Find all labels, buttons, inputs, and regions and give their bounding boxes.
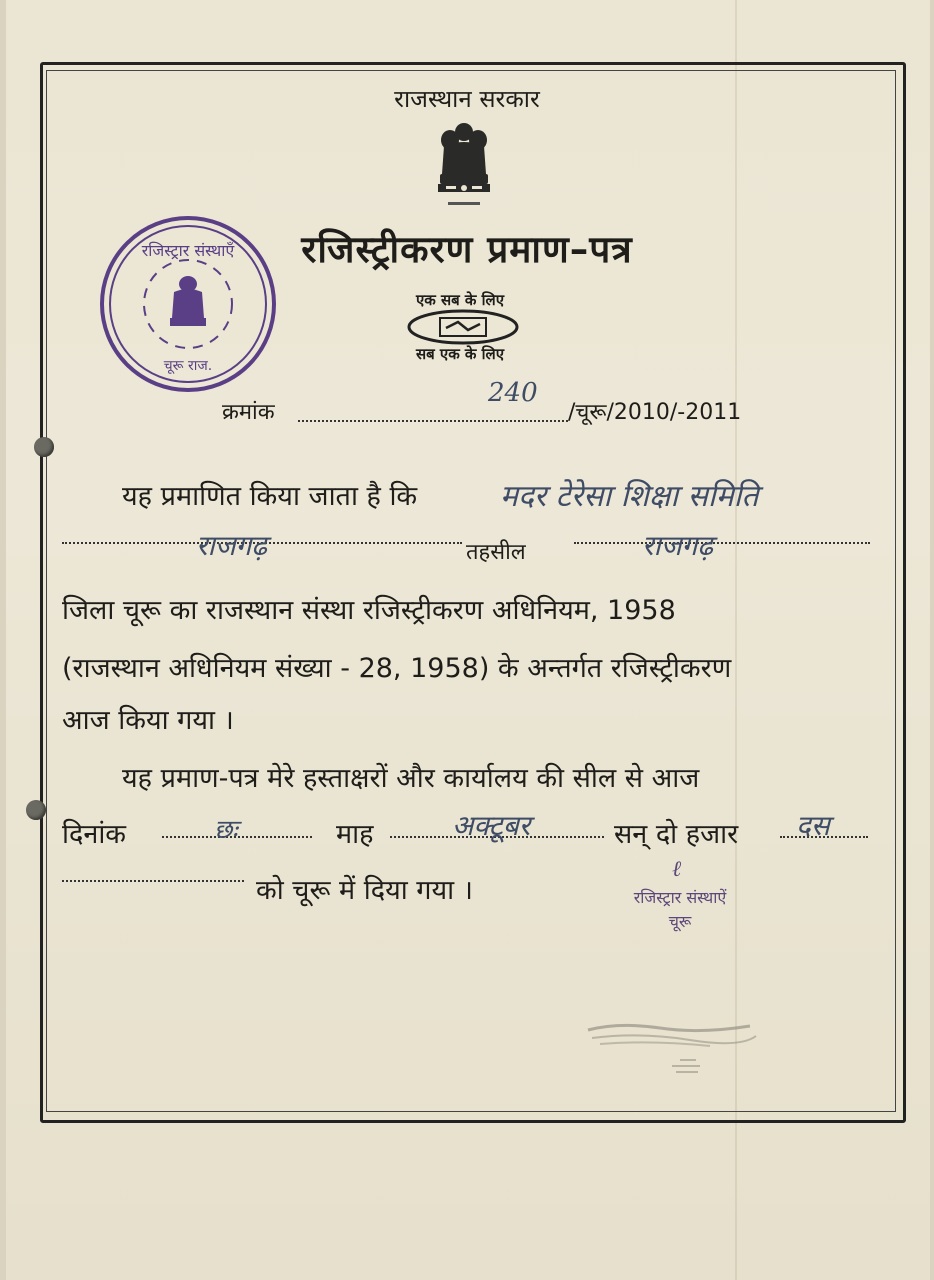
month-value: अक्टूबर <box>452 809 531 842</box>
registrar-title: रजिस्ट्रार संस्थाऐं <box>633 888 727 907</box>
registrar-seal <box>98 214 278 394</box>
act-text: जिला चूरू का राजस्थान संस्था रजिस्ट्रीकरण अधिनियम, 1958 <box>62 595 676 626</box>
society-name: मदर टेरेसा शिक्षा समिति <box>500 479 759 514</box>
certificate-title: रजिस्ट्रीकरण प्रमाण–पत्र <box>301 228 633 271</box>
place-name: राजगढ़ <box>196 529 268 562</box>
act-number-text: (राजस्थान अधिनियम संख्या - 28, 1958) के अन्तर्गत रजिस्ट्रीकरण <box>62 653 732 684</box>
tehsil-label: तहसील <box>466 540 526 565</box>
registrar-place: चूरू <box>668 912 692 931</box>
seal-issue-text: यह प्रमाण-पत्र मेरे हस्ताक्षरों और कार्यालय की सील से आज <box>122 763 700 794</box>
handshake-logo <box>406 308 520 346</box>
certify-text: यह प्रमाणित किया जाता है कि <box>122 481 418 512</box>
month-label: माह <box>336 819 374 850</box>
issued-at-text: को चूरू में दिया गया । <box>256 875 473 906</box>
national-emblem <box>432 118 496 214</box>
signature-initials: ℓ <box>672 857 682 882</box>
faded-signature <box>580 1010 760 1080</box>
serial-dotted-line <box>298 420 568 422</box>
svg-text:रजिस्ट्रार संस्थाएँ: रजिस्ट्रार संस्थाएँ <box>141 241 235 260</box>
tehsil-dotted-line <box>574 542 870 544</box>
serial-suffix: /चूरू/2010/-2011 <box>568 400 742 425</box>
tehsil-name: राजगढ़ <box>642 529 714 562</box>
date-value: छः <box>214 815 238 845</box>
motto-bottom: सब एक के लिए <box>415 345 505 363</box>
date-label: दिनांक <box>62 819 127 850</box>
registered-today-text: आज किया गया । <box>62 705 234 736</box>
punch-hole <box>34 437 54 457</box>
svg-text:चूरू राज.: चूरू राज. <box>163 358 213 374</box>
government-heading: राजस्थान सरकार <box>394 85 540 113</box>
serial-number: 240 <box>488 378 538 408</box>
final-dotted-line <box>62 880 244 882</box>
year-value: दस <box>796 809 830 842</box>
year-label: सन् दो हजार <box>614 819 739 850</box>
punch-hole <box>26 800 46 820</box>
serial-label: क्रमांक <box>222 400 275 425</box>
motto-top: एक सब के लिए <box>415 291 505 309</box>
